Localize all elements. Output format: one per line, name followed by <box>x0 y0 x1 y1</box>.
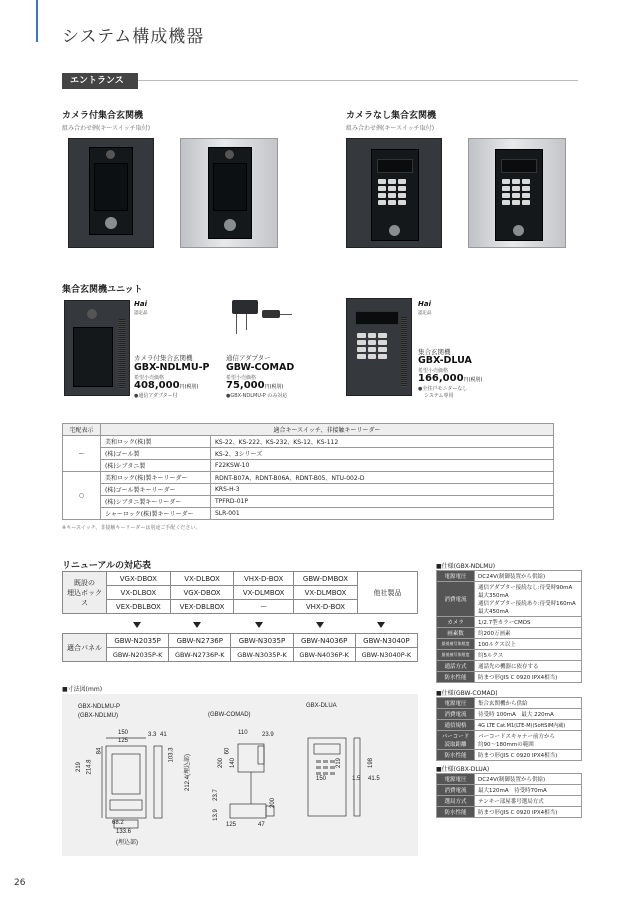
box-cell: VEX-DBLBOX <box>170 600 234 614</box>
table-row <box>63 572 418 586</box>
spec-value: 約200万画素 <box>475 628 582 639</box>
dim-a-150: 150 <box>118 730 129 736</box>
table-row <box>437 617 582 628</box>
table-row <box>437 731 582 750</box>
box-cell: VX-DLMBOX <box>293 586 357 600</box>
down-arrow-icon <box>193 622 201 628</box>
spec-key: 消費電流 <box>437 785 475 796</box>
table-row <box>437 661 582 672</box>
key-table-head-2: 適合キースイッチ、非接触キーリーダー <box>101 424 554 436</box>
spec-key: カメラ <box>437 617 475 628</box>
key-models: KS-2、3シリーズ <box>211 448 554 460</box>
panel-cell: GBW-N3040P <box>355 634 417 648</box>
box-cell: GBW-DMBOX <box>293 572 357 586</box>
table-row <box>63 634 418 648</box>
units-title: 集合玄関機ユニット <box>62 285 143 295</box>
spec-value: 防まつ形(JIS C 0920 IPX4相当) <box>475 750 582 761</box>
dim-a-1336: 133.6 <box>116 829 132 835</box>
spec-value: テンキー部屋番号選局方式 <box>475 796 582 807</box>
panel-cell: GBW-N2736P <box>169 634 231 648</box>
dim-a-125: 125 <box>118 738 129 744</box>
camera-entrance-dark-photo <box>68 138 154 248</box>
key-models: KS-22、KS-222、KS-232、KS-12、KS-112 <box>211 436 554 448</box>
spec-key: 画素数 <box>437 628 475 639</box>
dim-c-198: 198 <box>368 757 375 769</box>
dim-label-a: GBX-NDLMU-P (GBX-NDLMU) <box>78 704 121 719</box>
dim-a-84: 84 <box>96 747 103 755</box>
spec-key: 消費電流 <box>437 709 475 720</box>
renewal-panel-table <box>62 633 418 662</box>
key-group-0-mark: ー <box>63 436 101 472</box>
unit-1-model: GBW-COMAD <box>226 362 295 373</box>
spec-value: 集合玄関機から供給 <box>475 698 582 709</box>
renewal-other: 他社製品 <box>358 572 418 614</box>
unit-dlua-photo <box>346 298 412 396</box>
table-row <box>437 639 582 650</box>
table-row <box>437 774 582 785</box>
panel-cell: GBW-N3035P <box>231 634 293 648</box>
unit-1-name: 通信アダプター <box>226 354 271 362</box>
table-row <box>63 484 554 496</box>
unit-2-price-label: 希望小売価格 <box>418 368 449 374</box>
table-row <box>437 582 582 617</box>
table-row <box>437 571 582 582</box>
unit-0-model: GBX-NDLMU-P <box>134 362 210 373</box>
dim-b-125: 125 <box>226 822 237 828</box>
spec-key: 電源電圧 <box>437 571 475 582</box>
spec-2-title: ■仕様(GBX-DLUA) <box>436 766 490 773</box>
table-row <box>437 709 582 720</box>
spec-value: バーコードスキャナー前方から 約90〜180mmの範囲 <box>475 731 582 750</box>
table-row <box>437 807 582 818</box>
spec-key: バーコード 読取距離 <box>437 731 475 750</box>
key-models: RDNT-B07A、RDNT-B06A、RDNT-B05、NTU-002-D <box>211 472 554 484</box>
unit-1-note: ●GBX-NDLMU-P のみ対応 <box>226 393 288 399</box>
dim-a-41: 41 <box>160 732 167 738</box>
unit-1-price: 75,000円(税別) <box>226 380 284 391</box>
spec-key: 最低被写体照度 <box>437 650 475 661</box>
nocamera-group-title: カメラなし集合玄関機 <box>346 111 437 121</box>
spec-key: 防水性能 <box>437 672 475 683</box>
table-row <box>63 448 554 460</box>
table-row <box>437 720 582 731</box>
dim-c-415: 41.5 <box>368 776 380 782</box>
spec-value: DC24V(制御装置から供給) <box>475 774 582 785</box>
spec-key: 電源電圧 <box>437 774 475 785</box>
spec-value: 通話先の機器に依存する <box>475 661 582 672</box>
table-row <box>63 460 554 472</box>
table-row <box>63 648 418 662</box>
dim-c-15: 1.5 <box>352 776 361 782</box>
unit-2-model: GBX-DLUA <box>418 355 472 366</box>
key-switch-table <box>62 423 554 520</box>
key-maker: シャーロック(株)製キーリーダー <box>101 508 211 520</box>
box-cell: VHX-D-BOX <box>234 572 294 586</box>
spec-value: 待受時 100mA 最大 220mA <box>475 709 582 720</box>
box-cell: VX-DLMBOX <box>234 586 294 600</box>
nocamera-entrance-silver-photo <box>468 138 566 248</box>
unit-0-name: カメラ付集合玄関機 <box>134 354 193 362</box>
unit-ndlmu-photo <box>64 300 130 396</box>
dim-b-239: 23.9 <box>262 732 274 738</box>
panel-cell: GBW-N4036P-K <box>293 648 355 662</box>
key-models: KRS-H-3 <box>211 484 554 496</box>
key-maker: (株)ゴール製キーリーダー <box>101 484 211 496</box>
spec-value: 約5ルクス <box>475 650 582 661</box>
key-models: TPFRD-01P <box>211 496 554 508</box>
key-table-head-1: 宅配表示 <box>63 424 101 436</box>
spec-0-table <box>436 570 582 683</box>
key-models: F22KSW-10 <box>211 460 554 472</box>
unit-0-price-label: 希望小売価格 <box>134 375 165 381</box>
dim-label-b: (GBW-COMAD) <box>208 712 251 718</box>
key-group-1-mark: ○ <box>63 472 101 520</box>
dim-a-emb: (埋込部) <box>116 840 138 846</box>
unit-0-badge-sub: 認定品 <box>134 311 148 316</box>
table-row <box>437 672 582 683</box>
dim-b-139: 13.9 <box>212 809 219 821</box>
key-table-footnote: ※キースイッチ、非接触キーリーダーは別途ご手配ください。 <box>62 525 201 531</box>
dim-label-c: GBX-DLUA <box>306 703 337 709</box>
spec-value: 1/2.7型カラーCMOS <box>475 617 582 628</box>
panel-cell: GBW-N3035P-K <box>231 648 293 662</box>
box-cell: VGX-DBOX <box>170 586 234 600</box>
spec-value: DC24V(制御装置から供給) <box>475 571 582 582</box>
panel-cell: GBW-N2035P-K <box>107 648 169 662</box>
unit-0-badge: Hai <box>134 300 147 308</box>
spec-value: 100ルクス以上 <box>475 639 582 650</box>
dim-a-2148: 214.8 <box>86 759 93 775</box>
dim-b-237: 23.7 <box>212 789 219 801</box>
dim-a-219: 219 <box>76 761 83 773</box>
key-maker: (株)ゴール製 <box>101 448 211 460</box>
table-row <box>63 436 554 448</box>
camera-group-title: カメラ付集合玄関機 <box>62 111 144 121</box>
down-arrow-icon <box>377 622 385 628</box>
table-row <box>63 508 554 520</box>
unit-2-badge-sub: 認定品 <box>418 311 432 316</box>
spec-key: 通話方式 <box>437 661 475 672</box>
table-row <box>437 750 582 761</box>
panel-cell: GBW-N3040P-K <box>355 648 417 662</box>
title-accent-bar <box>36 0 38 42</box>
dim-b-47: 47 <box>258 822 265 828</box>
dim-b-60: 60 <box>224 747 231 755</box>
unit-2-note: ●全住戸モニターなし <box>418 386 468 392</box>
spec-value: 最大120mA 待受時70mA <box>475 785 582 796</box>
dim-a-33: 3.3 <box>148 732 157 738</box>
unit-comad-photo <box>228 296 294 342</box>
unit-2-name: 集合玄関機 <box>418 348 451 356</box>
box-cell: VHX-D-BOX <box>293 600 357 614</box>
spec-value: 4G LTE Cat.M1(LTE-M)(SoftSIM内蔵) <box>475 720 582 731</box>
spec-value: 通信アダプター接続なし:待受時90mA 最大350mA 通信アダプター接続あり:待受時160mA 最大450mA <box>475 582 582 617</box>
table-row <box>63 472 554 484</box>
nocamera-group-sub: 組み合わせ例(キースイッチ取付) <box>346 125 435 132</box>
dim-a-1033: 103.3 <box>168 747 175 763</box>
table-row <box>437 698 582 709</box>
spec-1-table <box>436 697 582 761</box>
table-row <box>437 796 582 807</box>
spec-value: 防まつ形(JIS C 0920 IPX4相当) <box>475 672 582 683</box>
spec-2-table <box>436 773 582 818</box>
camera-group-sub: 組み合わせ例(キースイッチ取付) <box>62 125 151 132</box>
spec-key: 防水性能 <box>437 807 475 818</box>
table-row <box>437 785 582 796</box>
table-row <box>437 628 582 639</box>
key-models: SLR-001 <box>211 508 554 520</box>
table-row <box>63 496 554 508</box>
dim-b-140: 140 <box>230 757 237 769</box>
section-tag: エントランス <box>62 73 138 89</box>
box-cell: VX-DLBOX <box>107 586 171 600</box>
spec-key: 消費電流 <box>437 582 475 617</box>
spec-key: 通信規格 <box>437 720 475 731</box>
key-maker: (株)シブタニ製キーリーダー <box>101 496 211 508</box>
spec-0-title: ■仕様(GBX-NDLMU) <box>436 563 496 570</box>
unit-0-price: 408,000円(税別) <box>134 380 199 391</box>
page-number: 26 <box>14 878 26 888</box>
down-arrow-icon <box>255 622 263 628</box>
key-maker: 美和ロック(株)製 <box>101 436 211 448</box>
renewal-box-table <box>62 571 418 614</box>
renewal-row-head-boxes: 既設の 埋込ボックス <box>63 572 107 614</box>
renewal-title: リニューアルの対応表 <box>62 561 152 571</box>
dim-b-200b: 200 <box>270 797 277 809</box>
dims-title: ■寸法図(mm) <box>62 686 103 693</box>
camera-entrance-silver-photo <box>180 138 278 248</box>
spec-1-title: ■仕様(GBW-COMAD) <box>436 690 498 697</box>
spec-key: 電源電圧 <box>437 698 475 709</box>
down-arrow-icon <box>133 622 141 628</box>
key-maker: (株)シブタニ製 <box>101 460 211 472</box>
panel-cell: GBW-N2035P <box>107 634 169 648</box>
panel-cell: GBW-N4036P <box>293 634 355 648</box>
dim-a-2124: 212.4(埋込部) <box>185 753 192 792</box>
nocamera-entrance-dark-photo <box>346 138 442 248</box>
spec-key: 防水性能 <box>437 750 475 761</box>
dim-b-110: 110 <box>238 730 248 736</box>
unit-1-price-label: 希望小売価格 <box>226 375 257 381</box>
unit-2-badge: Hai <box>418 300 431 308</box>
spec-key: 選局方式 <box>437 796 475 807</box>
box-cell: VX-DLBOX <box>170 572 234 586</box>
section-divider <box>138 80 578 81</box>
unit-0-note: ●通信アダプター付 <box>134 393 178 399</box>
renewal-row-head-panel: 適合パネル <box>63 634 107 662</box>
key-maker: 美和ロック(株)製キーリーダー <box>101 472 211 484</box>
spec-value: 防まつ形(JIS C 0920 IPX4相当) <box>475 807 582 818</box>
page-title: システム構成機器 <box>62 27 205 47</box>
box-cell: ー <box>234 600 294 614</box>
unit-2-note2: システム専用 <box>424 393 454 399</box>
dim-c-150: 150 <box>316 776 327 782</box>
dim-c-219: 219 <box>336 757 343 769</box>
panel-cell: GBW-N2736P-K <box>169 648 231 662</box>
down-arrow-icon <box>316 622 324 628</box>
box-cell: VGX-DBOX <box>107 572 171 586</box>
spec-key: 最低被写体照度 <box>437 639 475 650</box>
box-cell: VEX-DBLBOX <box>107 600 171 614</box>
table-row <box>437 650 582 661</box>
dim-a-682: 68.2 <box>112 820 124 826</box>
dim-b-200: 200 <box>218 757 225 769</box>
unit-2-price: 166,000円(税別) <box>418 373 483 384</box>
